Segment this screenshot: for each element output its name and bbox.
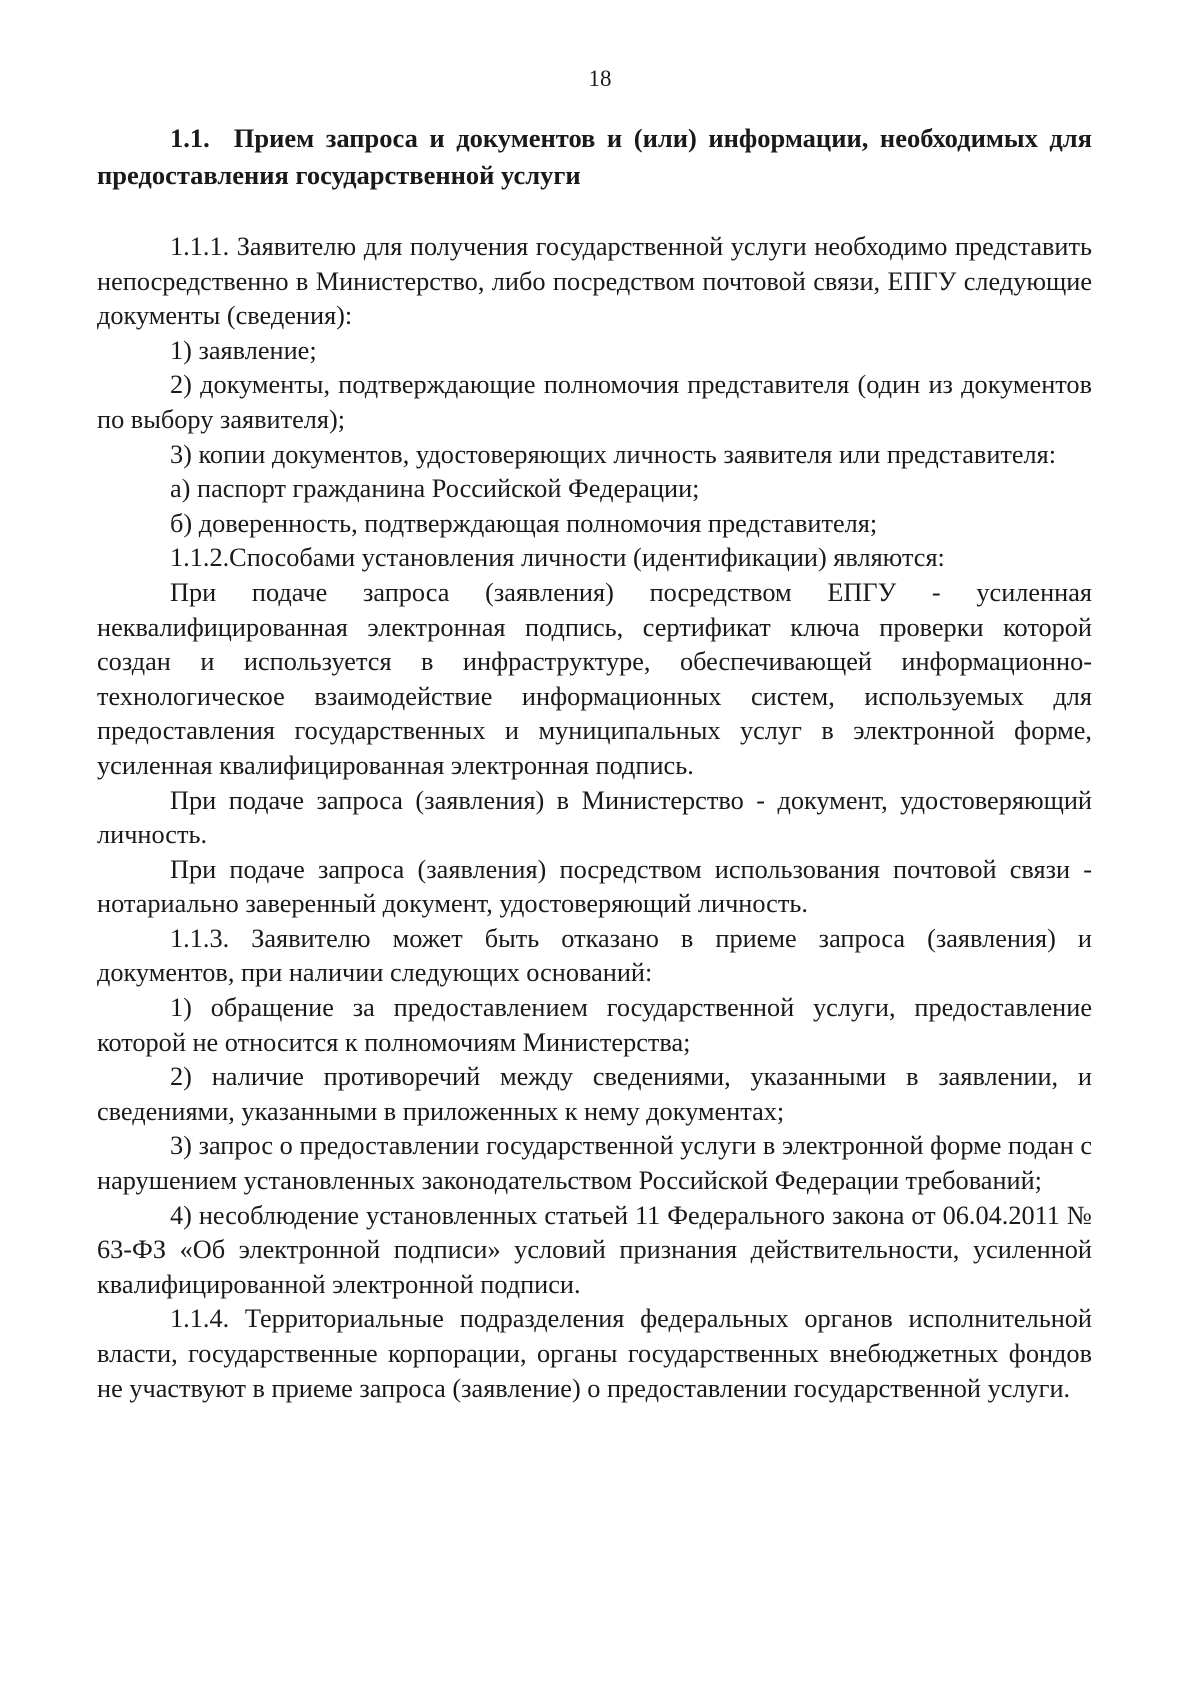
paragraph-1-1-1: 1.1.1. Заявителю для получения государственной услуги необходимо представить непосредственно в Министерство, либо посредством почтовой связи, ЕПГУ следующие документы (сведения): [97,232,1092,331]
list-item-identity-copies: 3) копии документов, удостоверяющих личность заявителя или представителя: [170,439,1057,469]
paragraph-ministry-identity: При подаче запроса (заявления) в Министерство - документ, удостоверяющий личность. [97,785,1092,850]
list-item-authority-docs: 2) документы, подтверждающие полномочия представителя (один из документов по выбору заявителя); [97,370,1092,434]
list-item-passport: а) паспорт гражданина Российской Федерации; [170,474,700,504]
page-number: 18 [588,66,612,91]
section-number: 1.1. [170,123,210,153]
section-heading [97,120,1092,194]
paragraph-postal-identity: При подаче запроса (заявления) посредством использования почтовой связи - нотариально заверенный документ, удостоверяющий личность. [97,854,1092,919]
paragraph-1-1-3: 1.1.3. Заявителю может быть отказано в приеме запроса (заявления) и документов, при наличии следующих оснований: [97,923,1092,988]
list-item-statement: 1) заявление; [170,335,317,365]
paragraph-1-1-4: 1.1.4. Территориальные подразделения федеральных органов исполнительной власти, государственные корпорации, органы государственных внебюджетных фондов не участвуют в приеме запроса (заявление) о предоставлении государственной услуги. [97,1304,1092,1403]
refusal-reason-4: 4) несоблюдение установленных статьей 11 Федерального закона от 06.04.2011 № 63-ФЗ «Об электронной подписи» условий признания действительности, усиленной квалифицированной электронной подписи. [97,1200,1092,1299]
paragraph-epgu-signature: При подаче запроса (заявления) посредством ЕПГУ - усиленная неквалифицированная электронная подпись, сертификат ключа проверки которой создан и используется в инфраструктуре, обеспечивающей информационно-технологическое взаимодействие информационных систем, используемых для предоставления государственных и муниципальных услуг в электронной форме, усиленная квалифицированная электронная подпись. [97,577,1092,780]
refusal-reason-1: 1) обращение за предоставлением государственной услуги, предоставление которой не относится к полномочиям Министерства; [97,993,1092,1057]
refusal-reason-3: 3) запрос о предоставлении государственной услуги в электронной форме подан с нарушением установленных законодательством Российской Федерации требований; [97,1131,1092,1196]
section-title: Прием запроса и документов и (или) информации, необходимых для предоставления государственной услуги [97,123,1092,190]
list-item-power-of-attorney: б) доверенность, подтверждающая полномочия представителя; [170,508,878,538]
paragraph-1-1-2: 1.1.2.Способами установления личности (идентификации) являются: [170,543,945,573]
refusal-reason-2: 2) наличие противоречий между сведениями, указанными в заявлении, и сведениями, указанными в приложенных к нему документах; [97,1062,1092,1126]
document-body [97,230,1092,1406]
